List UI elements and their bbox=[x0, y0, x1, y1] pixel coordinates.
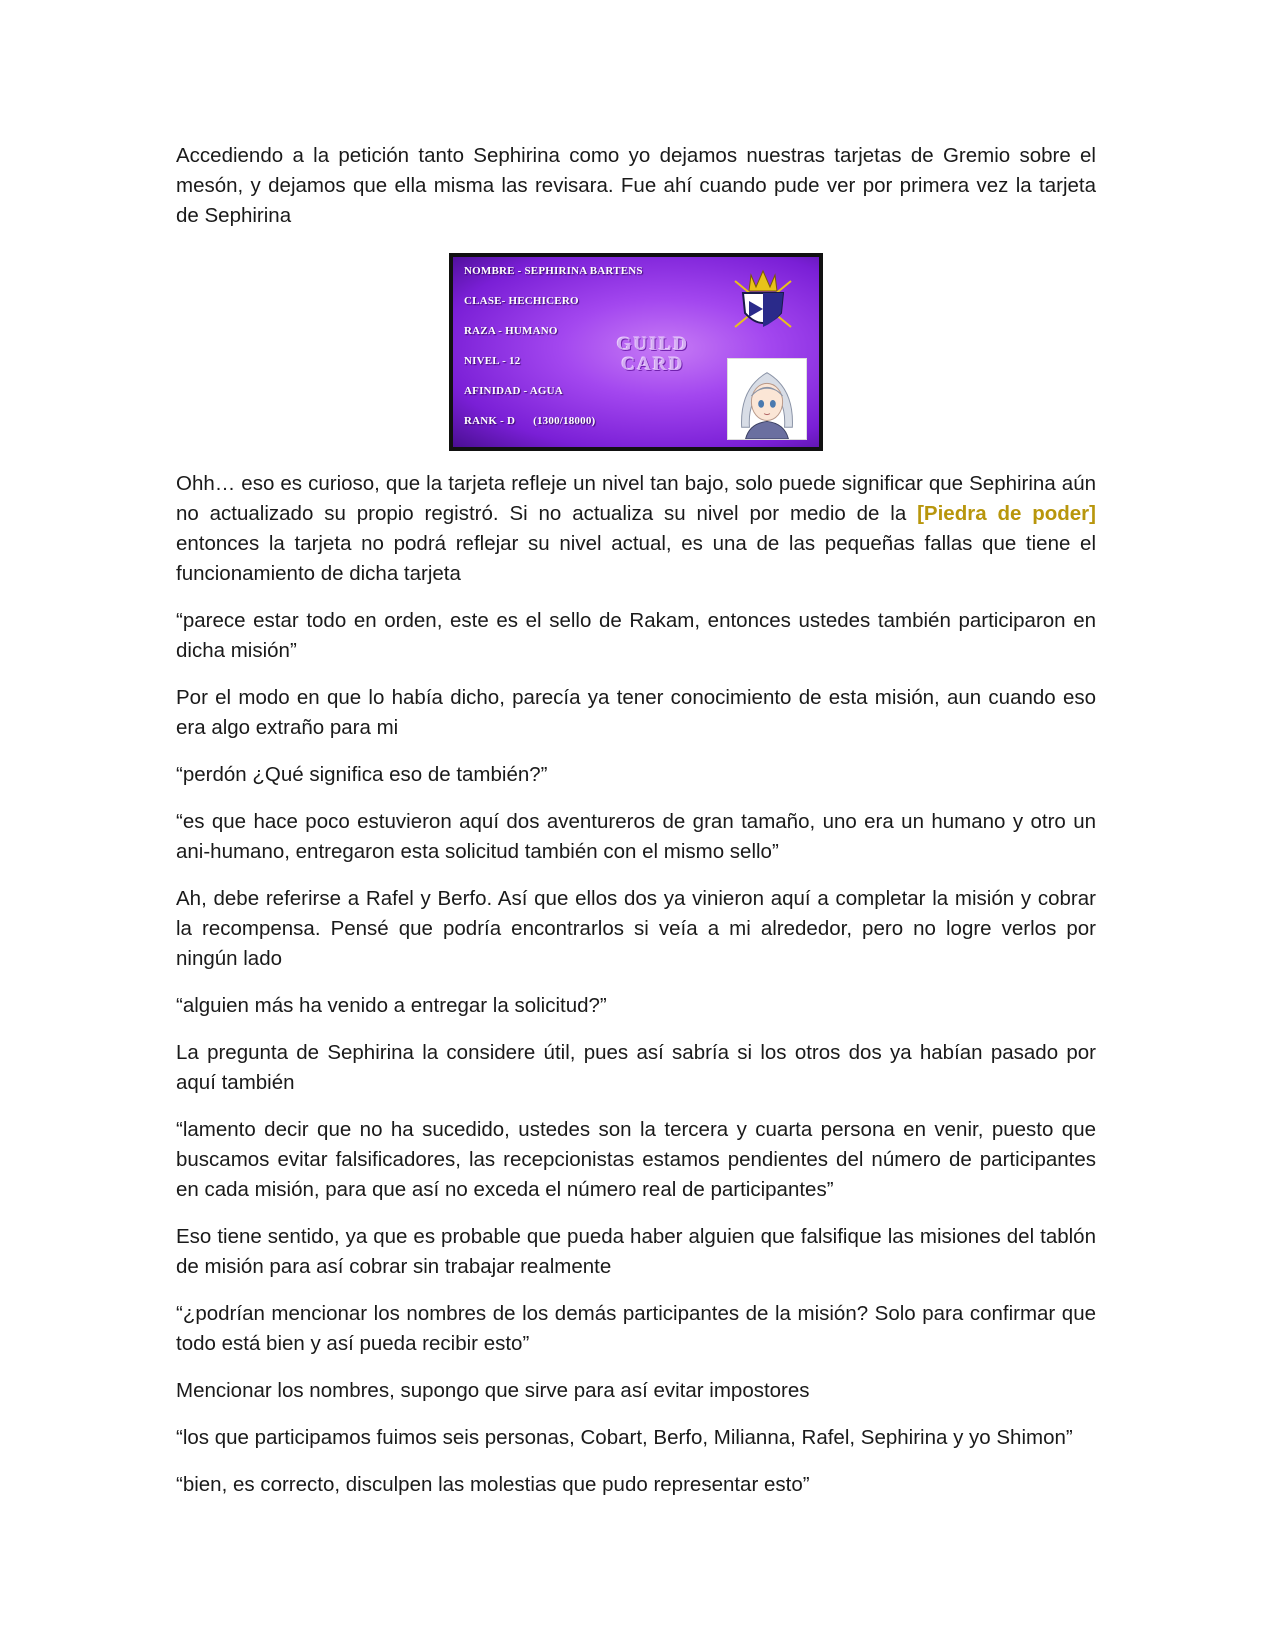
guild-card-title bbox=[593, 335, 713, 375]
guild-card-image bbox=[449, 253, 823, 451]
paragraph: Por el modo en que lo había dicho, parecía ya tener conocimiento de esta misión, aun cuando eso era algo extraño para mi bbox=[176, 686, 1096, 739]
guild-crest-icon bbox=[729, 267, 797, 337]
paragraph: La pregunta de Sephirina la considere útil, pues así sabría si los otros dos ya habían pasado por aquí también bbox=[176, 1041, 1096, 1094]
paragraph: “lamento decir que no ha sucedido, ustedes son la tercera y cuarta persona en venir, puesto que buscamos evitar falsificadores, las recepcionistas estamos pendientes del número de participantes en cada misión, para que así no exceda el número real de participantes” bbox=[176, 1118, 1096, 1201]
card-level: NIVEL - 12 bbox=[464, 355, 521, 367]
card-race: RAZA - HUMANO bbox=[464, 325, 558, 337]
paragraph: “perdón ¿Qué significa eso de también?” bbox=[176, 763, 548, 786]
card-rank bbox=[464, 415, 595, 427]
paragraph: “parece estar todo en orden, este es el sello de Rakam, entonces ustedes también participaron en dicha misión” bbox=[176, 609, 1096, 662]
paragraph: Accediendo a la petición tanto Sephirina como yo dejamos nuestras tarjetas de Gremio sobre el mesón, y dejamos que ella misma las revisara. Fue ahí cuando pude ver por primera vez la tarjeta de Sephirina bbox=[176, 144, 1096, 227]
card-rank-points: (1300/18000) bbox=[533, 415, 596, 427]
piedra-de-poder-highlight: [Piedra de poder] bbox=[917, 502, 1096, 525]
card-name: NOMBRE - SEPHIRINA BARTENS bbox=[464, 265, 643, 277]
paragraph: “es que hace poco estuvieron aquí dos aventureros de gran tamaño, uno era un humano y otro un ani-humano, entregaron esta solicitud también con el mismo sello” bbox=[176, 810, 1096, 863]
paragraph: “bien, es correcto, disculpen las molestias que pudo representar esto” bbox=[176, 1473, 810, 1496]
paragraph-intro bbox=[176, 141, 1096, 248]
paragraph: “¿podrían mencionar los nombres de los demás participantes de la misión? Solo para confirmar que todo está bien y así pueda recibir esto” bbox=[176, 1302, 1096, 1355]
guild-title-line2: CARD bbox=[621, 354, 685, 375]
card-class: CLASE- HECHICERO bbox=[464, 295, 579, 307]
paragraph: Mencionar los nombres, supongo que sirve para así evitar impostores bbox=[176, 1379, 810, 1402]
card-affinity: AFINIDAD - AGUA bbox=[464, 385, 563, 397]
guild-card-background bbox=[453, 257, 819, 447]
character-portrait bbox=[727, 358, 807, 440]
paragraph bbox=[176, 469, 1096, 589]
paragraphs-body bbox=[176, 469, 1096, 1517]
paragraph-text: Ohh… eso es curioso, que la tarjeta refleje un nivel tan bajo, solo puede significar que Sephirina aún no actualizado su propio registró. Si no actualiza su nivel por medio de la bbox=[176, 472, 1096, 525]
guild-title-line1: GUILD bbox=[616, 334, 690, 355]
paragraph: Eso tiene sentido, ya que es probable que pueda haber alguien que falsifique las misiones del tablón de misión para así cobrar sin trabajar realmente bbox=[176, 1225, 1096, 1278]
paragraph-text: entonces la tarjeta no podrá reflejar su nivel actual, es una de las pequeñas fallas que tiene el funcionamiento de dicha tarjeta bbox=[176, 532, 1096, 585]
paragraph: “alguien más ha venido a entregar la solicitud?” bbox=[176, 994, 607, 1017]
card-rank-label: RANK - D bbox=[464, 415, 516, 427]
paragraph: “los que participamos fuimos seis personas, Cobart, Berfo, Milianna, Rafel, Sephirina y yo Shimon” bbox=[176, 1426, 1073, 1449]
paragraph: Ah, debe referirse a Rafel y Berfo. Así que ellos dos ya vinieron aquí a completar la misión y cobrar la recompensa. Pensé que podría encontrarlos si veía a mi alrededor, pero no logre verlos por ningún lado bbox=[176, 887, 1096, 970]
